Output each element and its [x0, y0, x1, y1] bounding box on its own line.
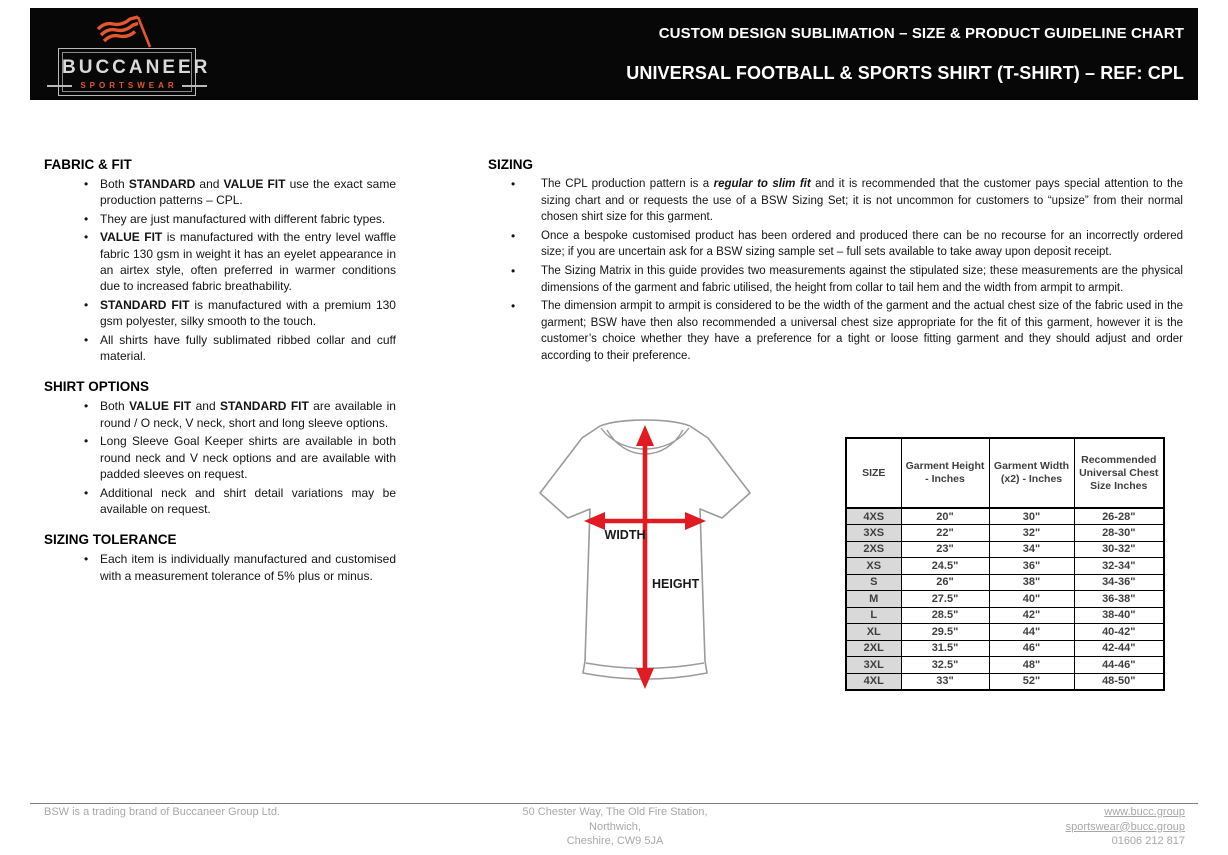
- footer-company-note: BSW is a trading brand of Buccaneer Group Ltd.: [44, 806, 281, 818]
- size-label-cell: 3XL: [846, 657, 901, 674]
- col-header-size: SIZE: [846, 438, 901, 508]
- size-value-cell: 28.5": [901, 607, 989, 624]
- section-heading: SHIRT OPTIONS: [44, 379, 150, 395]
- bullet-item: • Both VALUE FIT and STANDARD FIT are available in round / O neck, V neck, short and long sleeve options.: [44, 398, 396, 431]
- size-value-cell: 20": [901, 508, 989, 525]
- size-value-cell: 34-36": [1074, 574, 1164, 591]
- size-value-cell: 34": [989, 541, 1074, 558]
- size-value-cell: 33": [901, 673, 989, 690]
- size-label-cell: L: [846, 607, 901, 624]
- flag-icon: [92, 13, 156, 49]
- bullet-item: • All shirts have fully sublimated ribbed collar and cuff material.: [44, 332, 396, 365]
- footer-address: [465, 805, 765, 849]
- size-value-cell: 28-30": [1074, 525, 1164, 542]
- size-row-2xs: [846, 541, 1164, 558]
- size-value-cell: 48-50": [1074, 673, 1164, 690]
- size-value-cell: 27.5": [901, 591, 989, 608]
- size-value-cell: 32": [989, 525, 1074, 542]
- website-link[interactable]: www.bucc.group: [1104, 806, 1185, 818]
- size-value-cell: 23": [901, 541, 989, 558]
- bullet-item: • The CPL production pattern is a regular to slim fit and it is recommended that the customer pays special attention to the sizing chart and or requests the use of a BSW Sizing Set; it is not uncommon for customers to “upsize” from their normal chosen shirt size for this garment.: [488, 176, 1183, 226]
- size-value-cell: 36-38": [1074, 591, 1164, 608]
- size-value-cell: 48": [989, 657, 1074, 674]
- bullet-item: • Additional neck and shirt detail variations may be available on request.: [44, 485, 396, 518]
- size-label-cell: XL: [846, 624, 901, 641]
- logo-frame: [58, 48, 211, 96]
- logo-sub-row: [47, 81, 207, 90]
- bullet-item: • STANDARD FIT is manufactured with a premium 130 gsm polyester, silky smooth to the touch.: [44, 297, 396, 330]
- bullet-list: [44, 176, 396, 364]
- email-link[interactable]: sportswear@bucc.group: [1065, 820, 1185, 833]
- size-label-cell: XS: [846, 558, 901, 575]
- bullet-item: • The Sizing Matrix in this guide provides two measurements against the stipulated size; these measurements are the physical dimensions of the garment and fabric utilised, the height from collar to tail hem and the width from armpit to armpit.: [488, 263, 1183, 296]
- size-value-cell: 24.5": [901, 558, 989, 575]
- logo-rule-right: [182, 85, 207, 87]
- bullet-item: • Each item is individually manufactured and customised with a measurement tolerance of 5% plus or minus.: [44, 551, 396, 584]
- size-label-cell: 2XS: [846, 541, 901, 558]
- size-value-cell: 38-40": [1074, 607, 1164, 624]
- size-value-cell: 52": [989, 673, 1074, 690]
- size-label-cell: S: [846, 574, 901, 591]
- size-value-cell: 26-28": [1074, 508, 1164, 525]
- size-value-cell: 32-34": [1074, 558, 1164, 575]
- size-row-l: [846, 607, 1164, 624]
- bullet-item: • Once a bespoke customised product has been ordered and produced there can be no recourse for an incorrectly ordered size; if you are uncertain ask for a BSW sizing sample set – full sets available to take away upon deposit receipt.: [488, 228, 1183, 261]
- size-value-cell: 44-46": [1074, 657, 1164, 674]
- size-label-cell: M: [846, 591, 901, 608]
- section-heading: SIZING: [488, 157, 534, 172]
- phone-number: 01606 212 817: [1111, 835, 1185, 848]
- brand-logo: [50, 12, 210, 100]
- size-value-cell: 40-42": [1074, 624, 1164, 641]
- footer-contact: [1066, 805, 1185, 849]
- section-sizing-tolerance: [44, 532, 396, 584]
- left-column: [44, 157, 396, 586]
- size-value-cell: 30-32": [1074, 541, 1164, 558]
- section-heading: SIZING TOLERANCE: [44, 532, 177, 548]
- size-row-2xl: [846, 640, 1164, 657]
- sizing-table: [845, 437, 1165, 691]
- bullet-item: • VALUE FIT is manufactured with the entry level waffle fabric 130 gsm in weight it has an eyelet appearance in an airtex style, often preferred in warmer conditions due to increased fabric breathability.: [44, 229, 396, 295]
- size-value-cell: 26": [901, 574, 989, 591]
- logo-rule-left: [47, 85, 72, 87]
- col-header-height: Garment Height - Inches: [901, 438, 989, 508]
- height-label: HEIGHT: [652, 577, 700, 591]
- footer-divider: [30, 803, 1198, 804]
- size-label-cell: 4XL: [846, 673, 901, 690]
- section-fabric-fit: [44, 157, 396, 364]
- col-header-chest: Recommended Universal Chest Size Inches: [1074, 438, 1164, 508]
- footer-address-line2: Northwich,: [589, 820, 641, 833]
- bullet-item: • Both STANDARD and VALUE FIT use the exact same production patterns – CPL.: [44, 176, 396, 209]
- bullet-item: • The dimension armpit to armpit is considered to be the width of the garment and the actual chest size of the fabric used in the garment; BSW have then also recommended a universal chest size appropriate for the fit of this garment, however it is the customer’s choice whether they have a preference for a tight or loose fitting garment and they should adjust and order according to their preference.: [488, 298, 1183, 364]
- footer-address-line3: Cheshire, CW9 5JA: [566, 835, 664, 848]
- size-row-xs: [846, 558, 1164, 575]
- logo-brand-text: BUCCANEER: [62, 57, 211, 78]
- tshirt-diagram: [524, 411, 766, 705]
- right-column: [488, 157, 1183, 367]
- size-label-cell: 2XL: [846, 640, 901, 657]
- size-value-cell: 29.5": [901, 624, 989, 641]
- size-value-cell: 31.5": [901, 640, 989, 657]
- doc-title-line2: UNIVERSAL FOOTBALL & SPORTS SHIRT (T-SHIRT) – REF: CPL: [626, 63, 1184, 83]
- bullet-item: • Long Sleeve Goal Keeper shirts are available in both round neck and V neck options and are available with padded sleeves on request.: [44, 433, 396, 482]
- header-titles: [626, 8, 1184, 84]
- section-shirt-options: [44, 379, 396, 517]
- logo-sub-text: SPORTSWEAR: [80, 81, 178, 90]
- section-sizing: [488, 157, 1183, 365]
- bullet-list: [488, 176, 1183, 365]
- size-value-cell: 22": [901, 525, 989, 542]
- bullet-list: [44, 551, 396, 584]
- size-row-3xs: [846, 525, 1164, 542]
- section-heading: FABRIC & FIT: [44, 157, 132, 172]
- size-row-xl: [846, 624, 1164, 641]
- size-value-cell: 40": [989, 591, 1074, 608]
- footer-address-line1: 50 Chester Way, The Old Fire Station,: [522, 806, 708, 818]
- size-row-4xs: [846, 508, 1164, 525]
- size-label-cell: 3XS: [846, 525, 901, 542]
- sizing-table-header-row: [846, 438, 1164, 508]
- size-value-cell: 30": [989, 508, 1074, 525]
- size-value-cell: 46": [989, 640, 1074, 657]
- size-label-cell: 4XS: [846, 508, 901, 525]
- bullet-list: [44, 398, 396, 517]
- size-value-cell: 38": [989, 574, 1074, 591]
- header-bar: [30, 8, 1198, 100]
- size-value-cell: 44": [989, 624, 1074, 641]
- size-value-cell: 42": [989, 607, 1074, 624]
- bullet-item: • They are just manufactured with different fabric types.: [44, 211, 396, 227]
- size-value-cell: 36": [989, 558, 1074, 575]
- size-row-3xl: [846, 657, 1164, 674]
- size-row-s: [846, 574, 1164, 591]
- size-value-cell: 42-44": [1074, 640, 1164, 657]
- width-label: WIDTH: [604, 528, 646, 542]
- size-row-4xl: [846, 673, 1164, 690]
- size-value-cell: 32.5": [901, 657, 989, 674]
- col-header-width: Garment Width (x2) - Inches: [989, 438, 1074, 508]
- size-row-m: [846, 591, 1164, 608]
- doc-title-line1: CUSTOM DESIGN SUBLIMATION – SIZE & PRODUCT GUIDELINE CHART: [658, 25, 1184, 42]
